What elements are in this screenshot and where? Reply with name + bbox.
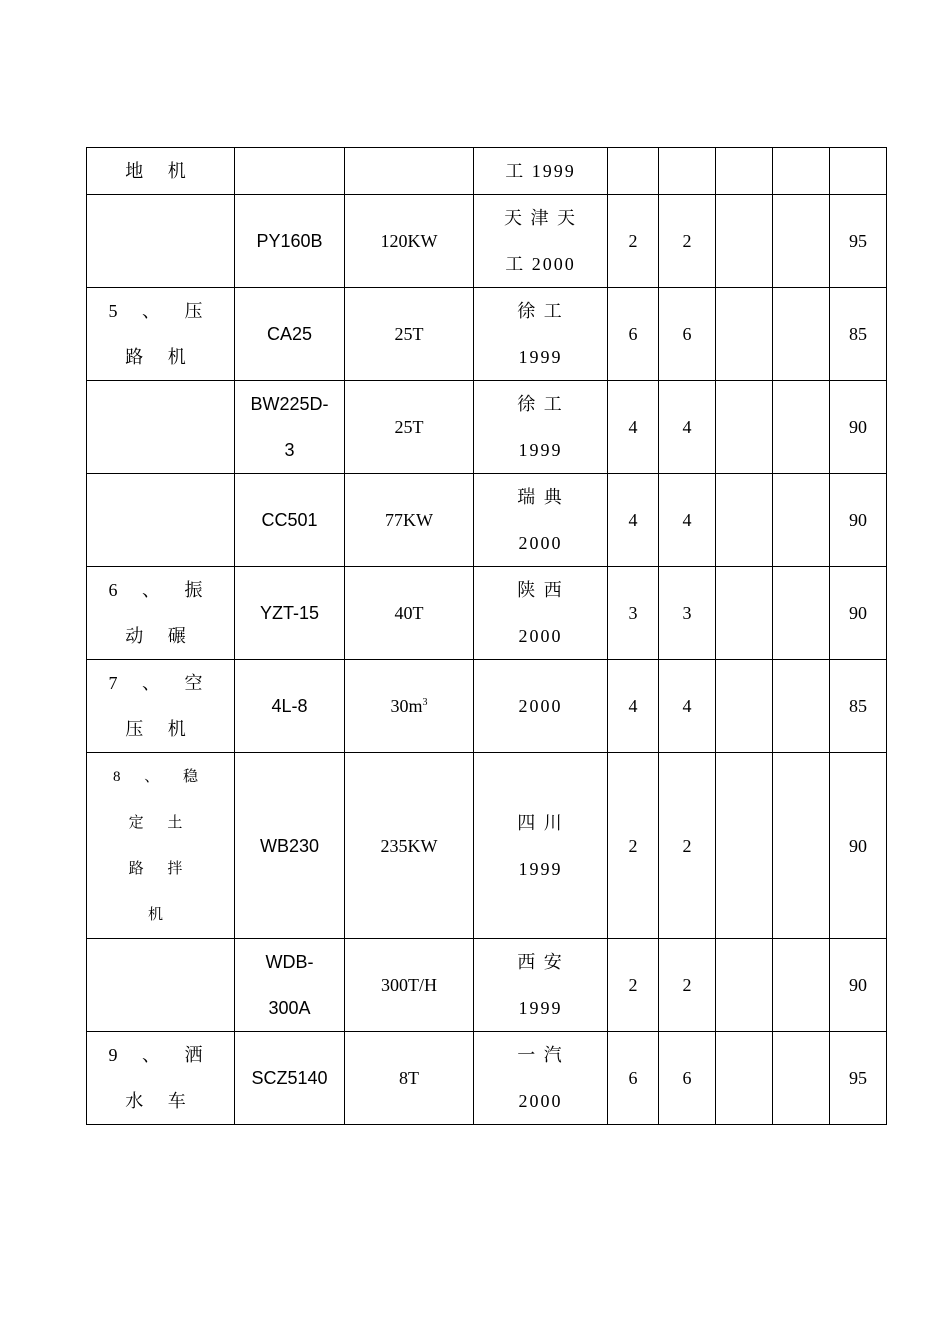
equipment-name-text: 地 机 — [125, 161, 196, 181]
count-cell-2: 4 — [659, 660, 716, 753]
equipment-name-cell — [87, 381, 235, 474]
count-cell-2: 2 — [659, 753, 716, 939]
empty-cell-4 — [773, 660, 830, 753]
equipment-name-text: 压 机 — [125, 719, 196, 739]
table-row — [87, 148, 887, 195]
power-cell: 77KW — [345, 474, 474, 567]
equipment-name-text: 5 、 压 — [108, 301, 213, 321]
equipment-name-text: 8 、 稳 — [112, 768, 208, 785]
power-cell — [345, 660, 474, 753]
count-cell-1: 2 — [608, 195, 659, 288]
model-text: SCZ5140 — [251, 1068, 328, 1088]
empty-cell-4 — [773, 1032, 830, 1125]
model-cell — [235, 1032, 345, 1125]
model-cell — [235, 195, 345, 288]
count-cell-2: 4 — [659, 381, 716, 474]
equipment-name-cell — [87, 753, 235, 939]
table-row — [87, 567, 887, 660]
maker-text: 陕 西 — [517, 580, 564, 600]
table-row — [87, 381, 887, 474]
model-cell — [235, 939, 345, 1032]
equipment-name-cell — [87, 1032, 235, 1125]
count-cell-2: 2 — [659, 195, 716, 288]
model-cell — [235, 753, 345, 939]
equipment-name-cell — [87, 474, 235, 567]
empty-cell-3 — [716, 939, 773, 1032]
table-row — [87, 195, 887, 288]
empty-cell-4 — [773, 381, 830, 474]
maker-text: 瑞 典 — [517, 487, 564, 507]
rate-cell: 90 — [830, 474, 887, 567]
power-value: 30m — [390, 696, 423, 716]
rate-cell: 95 — [830, 195, 887, 288]
rate-cell: 90 — [830, 939, 887, 1032]
equipment-name-text: 定 土 — [128, 814, 193, 831]
equipment-name-cell — [87, 195, 235, 288]
power-cell: 8T — [345, 1032, 474, 1125]
maker-year-text: 2000 — [518, 533, 563, 553]
empty-cell-3 — [716, 660, 773, 753]
rate-cell: 90 — [830, 381, 887, 474]
equipment-name-cell — [87, 939, 235, 1032]
maker-cell — [474, 195, 608, 288]
maker-text: 徐 工 — [517, 301, 564, 321]
equipment-name-text: 6 、 振 — [108, 580, 213, 600]
model-text: CA25 — [266, 324, 313, 344]
power-exponent: 3 — [422, 697, 428, 708]
maker-cell — [474, 567, 608, 660]
equipment-name-text: 水 车 — [125, 1091, 196, 1111]
count-cell-1: 4 — [608, 381, 659, 474]
power-cell: 120KW — [345, 195, 474, 288]
rate-cell: 95 — [830, 1032, 887, 1125]
empty-cell-4 — [773, 939, 830, 1032]
count-cell-2: 2 — [659, 939, 716, 1032]
model-text: WDB- — [265, 952, 314, 972]
power-cell — [345, 148, 474, 195]
model-text: 4L-8 — [271, 696, 308, 716]
maker-text: 四 川 — [517, 812, 564, 833]
table-row — [87, 474, 887, 567]
equipment-table — [86, 147, 887, 1125]
maker-year-text: 1999 — [518, 440, 563, 460]
count-cell-1: 2 — [608, 753, 659, 939]
maker-year-text: 2000 — [518, 1091, 563, 1111]
rate-cell: 90 — [830, 567, 887, 660]
model-cell — [235, 148, 345, 195]
maker-year-text: 1999 — [518, 858, 563, 879]
maker-cell — [474, 939, 608, 1032]
equipment-name-text: 路 机 — [125, 347, 196, 367]
model-text: 3 — [284, 440, 295, 460]
count-cell-1: 4 — [608, 474, 659, 567]
equipment-name-cell — [87, 567, 235, 660]
rate-cell: 85 — [830, 660, 887, 753]
maker-text: 一 汽 — [517, 1045, 564, 1065]
rate-cell: 90 — [830, 753, 887, 939]
model-text: WB230 — [259, 835, 320, 856]
rate-cell — [830, 148, 887, 195]
count-cell-1 — [608, 148, 659, 195]
empty-cell-3 — [716, 195, 773, 288]
count-cell-1: 2 — [608, 939, 659, 1032]
count-cell-1: 6 — [608, 1032, 659, 1125]
count-cell-1: 4 — [608, 660, 659, 753]
maker-cell — [474, 381, 608, 474]
empty-cell-4 — [773, 195, 830, 288]
empty-cell-3 — [716, 753, 773, 939]
equipment-name-text: 7 、 空 — [108, 673, 213, 693]
model-cell — [235, 660, 345, 753]
maker-cell — [474, 660, 608, 753]
rate-cell: 85 — [830, 288, 887, 381]
count-cell-2: 4 — [659, 474, 716, 567]
equipment-name-text: 机 — [147, 906, 173, 923]
table-row — [87, 1032, 887, 1125]
equipment-name-cell — [87, 148, 235, 195]
model-text: CC501 — [261, 510, 318, 530]
table-row — [87, 288, 887, 381]
power-cell: 25T — [345, 381, 474, 474]
model-cell — [235, 288, 345, 381]
count-cell-2: 6 — [659, 1032, 716, 1125]
empty-cell-4 — [773, 474, 830, 567]
power-cell: 235KW — [345, 753, 474, 939]
model-text: BW225D- — [250, 394, 329, 414]
empty-cell-3 — [716, 474, 773, 567]
empty-cell-3 — [716, 288, 773, 381]
maker-year-text: 2000 — [518, 696, 563, 716]
maker-text: 工 1999 — [505, 161, 576, 181]
empty-cell-4 — [773, 148, 830, 195]
table-row — [87, 753, 887, 939]
empty-cell-3 — [716, 567, 773, 660]
empty-cell-3 — [716, 1032, 773, 1125]
model-text: YZT-15 — [259, 603, 320, 623]
count-cell-2: 3 — [659, 567, 716, 660]
maker-cell — [474, 753, 608, 939]
maker-text: 徐 工 — [517, 394, 564, 414]
equipment-name-text: 动 碾 — [125, 626, 196, 646]
model-text: 300A — [268, 998, 311, 1018]
maker-year-text: 工 2000 — [505, 254, 576, 274]
maker-year-text: 2000 — [518, 626, 563, 646]
maker-text: 天 津 天 — [504, 208, 577, 228]
equipment-name-text: 9 、 洒 — [108, 1045, 213, 1065]
empty-cell-3 — [716, 381, 773, 474]
model-cell — [235, 474, 345, 567]
maker-cell — [474, 474, 608, 567]
maker-year-text: 1999 — [518, 998, 563, 1018]
empty-cell-3 — [716, 148, 773, 195]
equipment-name-cell — [87, 288, 235, 381]
maker-text: 西 安 — [517, 952, 564, 972]
count-cell-1: 6 — [608, 288, 659, 381]
empty-cell-4 — [773, 753, 830, 939]
maker-cell — [474, 148, 608, 195]
maker-year-text: 1999 — [518, 347, 563, 367]
model-text: PY160B — [256, 231, 323, 251]
power-cell: 300T/H — [345, 939, 474, 1032]
maker-cell — [474, 1032, 608, 1125]
power-cell: 25T — [345, 288, 474, 381]
equipment-name-cell — [87, 660, 235, 753]
table-row — [87, 660, 887, 753]
maker-cell — [474, 288, 608, 381]
count-cell-2 — [659, 148, 716, 195]
count-cell-2: 6 — [659, 288, 716, 381]
equipment-name-text: 路 拌 — [128, 860, 193, 877]
power-cell: 40T — [345, 567, 474, 660]
table-row — [87, 939, 887, 1032]
model-cell — [235, 381, 345, 474]
count-cell-1: 3 — [608, 567, 659, 660]
model-cell — [235, 567, 345, 660]
empty-cell-4 — [773, 288, 830, 381]
empty-cell-4 — [773, 567, 830, 660]
